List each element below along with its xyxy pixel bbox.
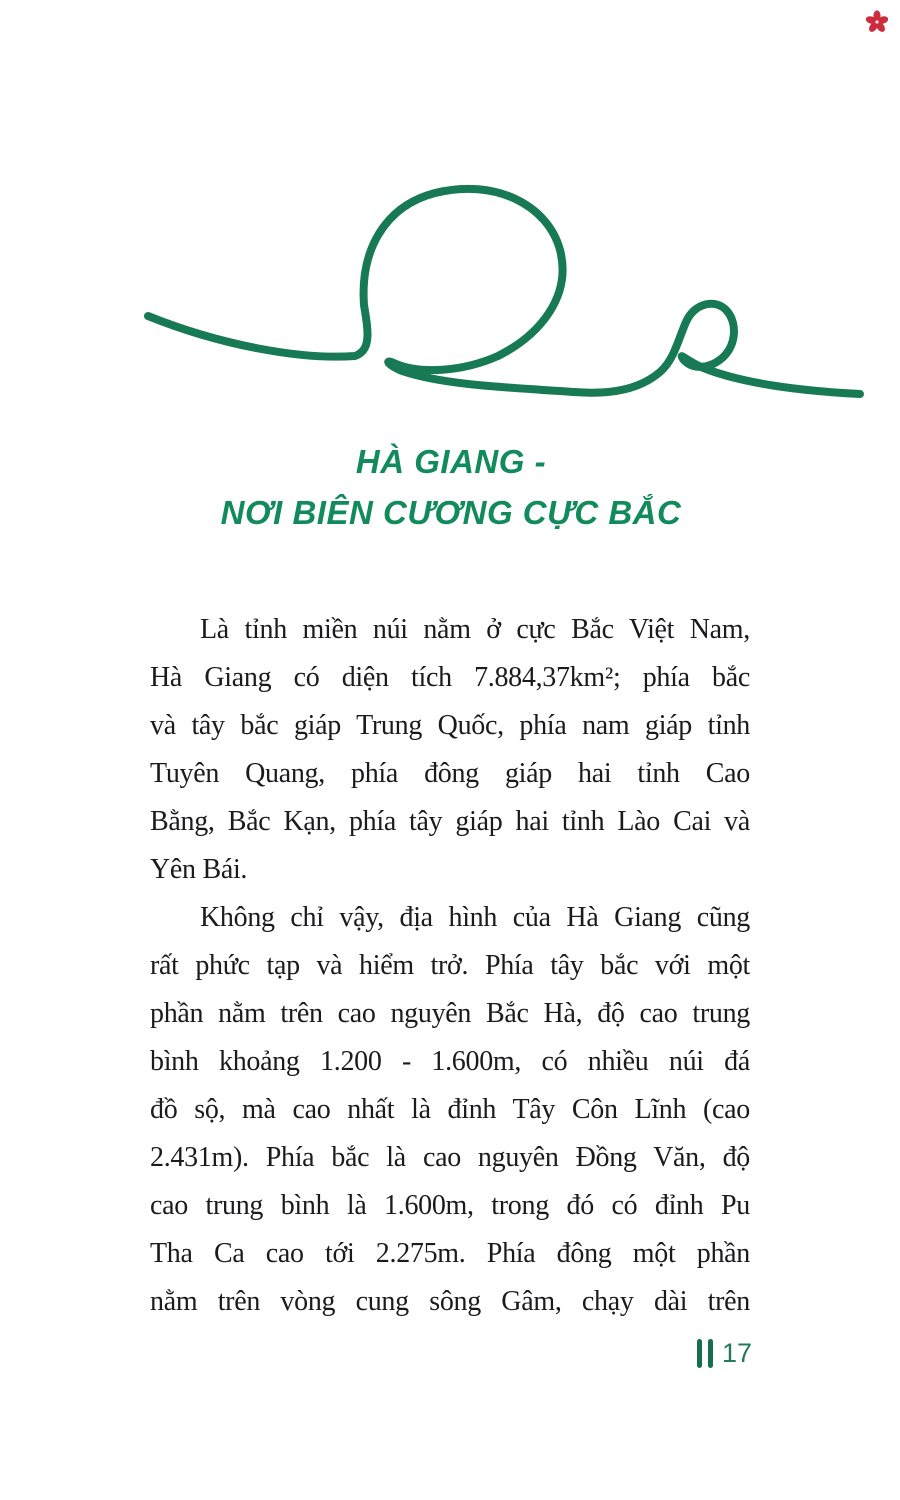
text-line: Không chỉ vậy, địa hình của Hà Giang cũng [200, 902, 750, 933]
text-line: cao trung bình là 1.600m, trong đó có đỉnh Pu [150, 1190, 750, 1221]
text-line: Bằng, Bắc Kạn, phía tây giáp hai tỉnh Lào Cai và [150, 806, 750, 837]
text-line: Tha Ca cao tới 2.275m. Phía đông một phần [150, 1238, 750, 1269]
text-line: bình khoảng 1.200 - 1.600m, có nhiều núi đá [150, 1046, 750, 1077]
chapter-title-line2: NƠI BIÊN CƯƠNG CỰC BẮC [220, 494, 682, 531]
flower-icon-svg [865, 10, 889, 34]
page-number: 17 [721, 1338, 752, 1368]
page-footer [697, 1338, 752, 1368]
text-line: rất phức tạp và hiểm trở. Phía tây bắc với một [150, 950, 750, 981]
body-text [150, 606, 750, 1326]
chapter-title [145, 436, 757, 538]
text-line: Là tỉnh miền núi nằm ở cực Bắc Việt Nam, [200, 614, 750, 645]
double-bar-icon [697, 1339, 713, 1368]
text-line: 2.431m). Phía bắc là cao nguyên Đồng Văn, độ [150, 1142, 750, 1173]
text-line: nằm trên vòng cung sông Gâm, chạy dài trên [150, 1286, 750, 1317]
chapter-title-line1: HÀ GIANG - [355, 443, 547, 480]
text-line: đồ sộ, mà cao nhất là đỉnh Tây Côn Lĩnh (cao [150, 1094, 750, 1125]
text-line: Yên Bái. [150, 854, 248, 885]
text-line: Tuyên Quang, phía đông giáp hai tỉnh Cao [150, 758, 750, 789]
flower-icon [865, 10, 889, 34]
text-line: Hà Giang có diện tích 7.884,37km²; phía bắc [150, 662, 750, 693]
text-line: và tây bắc giáp Trung Quốc, phía nam giáp tỉnh [150, 710, 750, 741]
text-line: phần nằm trên cao nguyên Bắc Hà, độ cao trung [150, 998, 750, 1029]
